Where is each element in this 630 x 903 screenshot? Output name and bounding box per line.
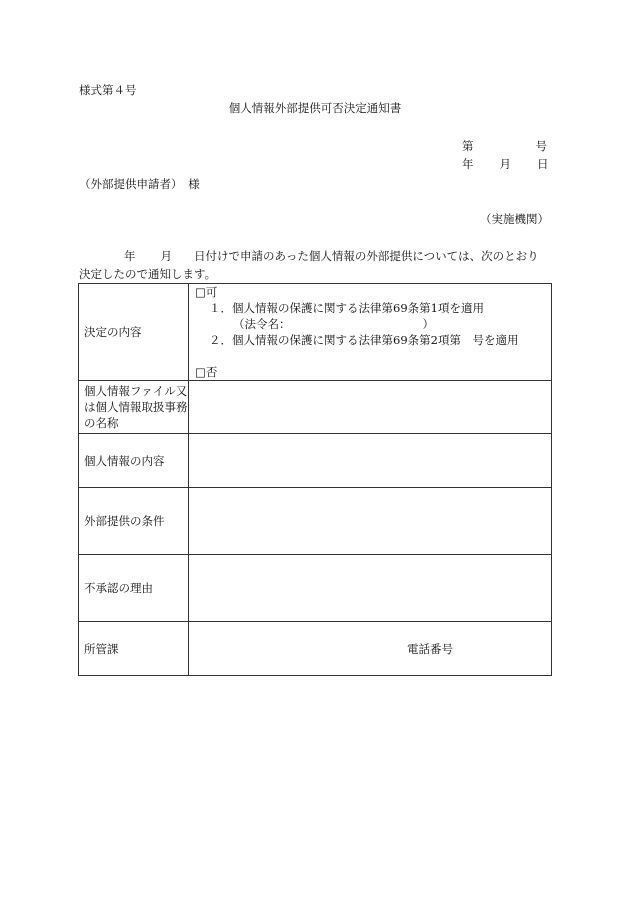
conditions-value — [189, 488, 552, 555]
file-name-row — [79, 381, 552, 434]
notification-table — [78, 283, 552, 676]
form-number: 様式第４号 — [79, 83, 137, 97]
file-name-label: 個人情報ファイル又は個人情報取扱事務の名称 — [79, 381, 189, 434]
date-year: 年 — [462, 157, 474, 171]
department-label: 所管課 — [79, 622, 189, 676]
option-no: □否 — [195, 365, 218, 379]
decision-row — [79, 284, 552, 381]
date-month: 月 — [499, 157, 511, 171]
decision-label: 決定の内容 — [79, 284, 189, 381]
reason-value — [189, 555, 552, 622]
phone-label: 電話番号 — [407, 641, 453, 656]
number-prefix: 第 — [462, 139, 474, 153]
issue-date — [462, 156, 549, 172]
content-row — [79, 434, 552, 488]
addressee: （外部提供申請者） 様 — [79, 177, 200, 191]
reason-row — [79, 555, 552, 622]
intro-text: 日付けで申請のあった個人情報の外部提供については、次のとおり — [194, 249, 539, 263]
intro-line-1 — [79, 248, 539, 264]
reason-label: 不承認の理由 — [79, 555, 189, 622]
intro-month: 月 — [160, 249, 172, 263]
decision-content — [189, 284, 552, 381]
law-name-open: （法令名： — [233, 317, 291, 331]
content-value — [189, 434, 552, 488]
date-day: 日 — [537, 157, 549, 171]
intro-year: 年 — [124, 249, 136, 263]
number-suffix: 号 — [535, 139, 547, 153]
implementing-agency: （実施機関） — [480, 212, 549, 226]
decision-item-2: ２．個人情報の保護に関する法律第69条第2項第 号を適用 — [209, 333, 519, 347]
option-yes: □可 — [195, 285, 218, 299]
document-number — [462, 138, 547, 154]
content-label: 個人情報の内容 — [79, 434, 189, 488]
document-title: 個人情報外部提供可否決定通知書 — [228, 101, 402, 115]
conditions-label: 外部提供の条件 — [79, 488, 189, 555]
law-name-close: ） — [422, 317, 434, 331]
file-name-value — [189, 381, 552, 434]
law-name-line — [189, 316, 551, 332]
department-value — [189, 622, 552, 676]
department-row — [79, 622, 552, 676]
decision-item-1: １．個人情報の保護に関する法律第69条第1項を適用 — [209, 301, 484, 315]
conditions-row — [79, 488, 552, 555]
intro-line-2: 決定したので通知します。 — [79, 267, 217, 281]
